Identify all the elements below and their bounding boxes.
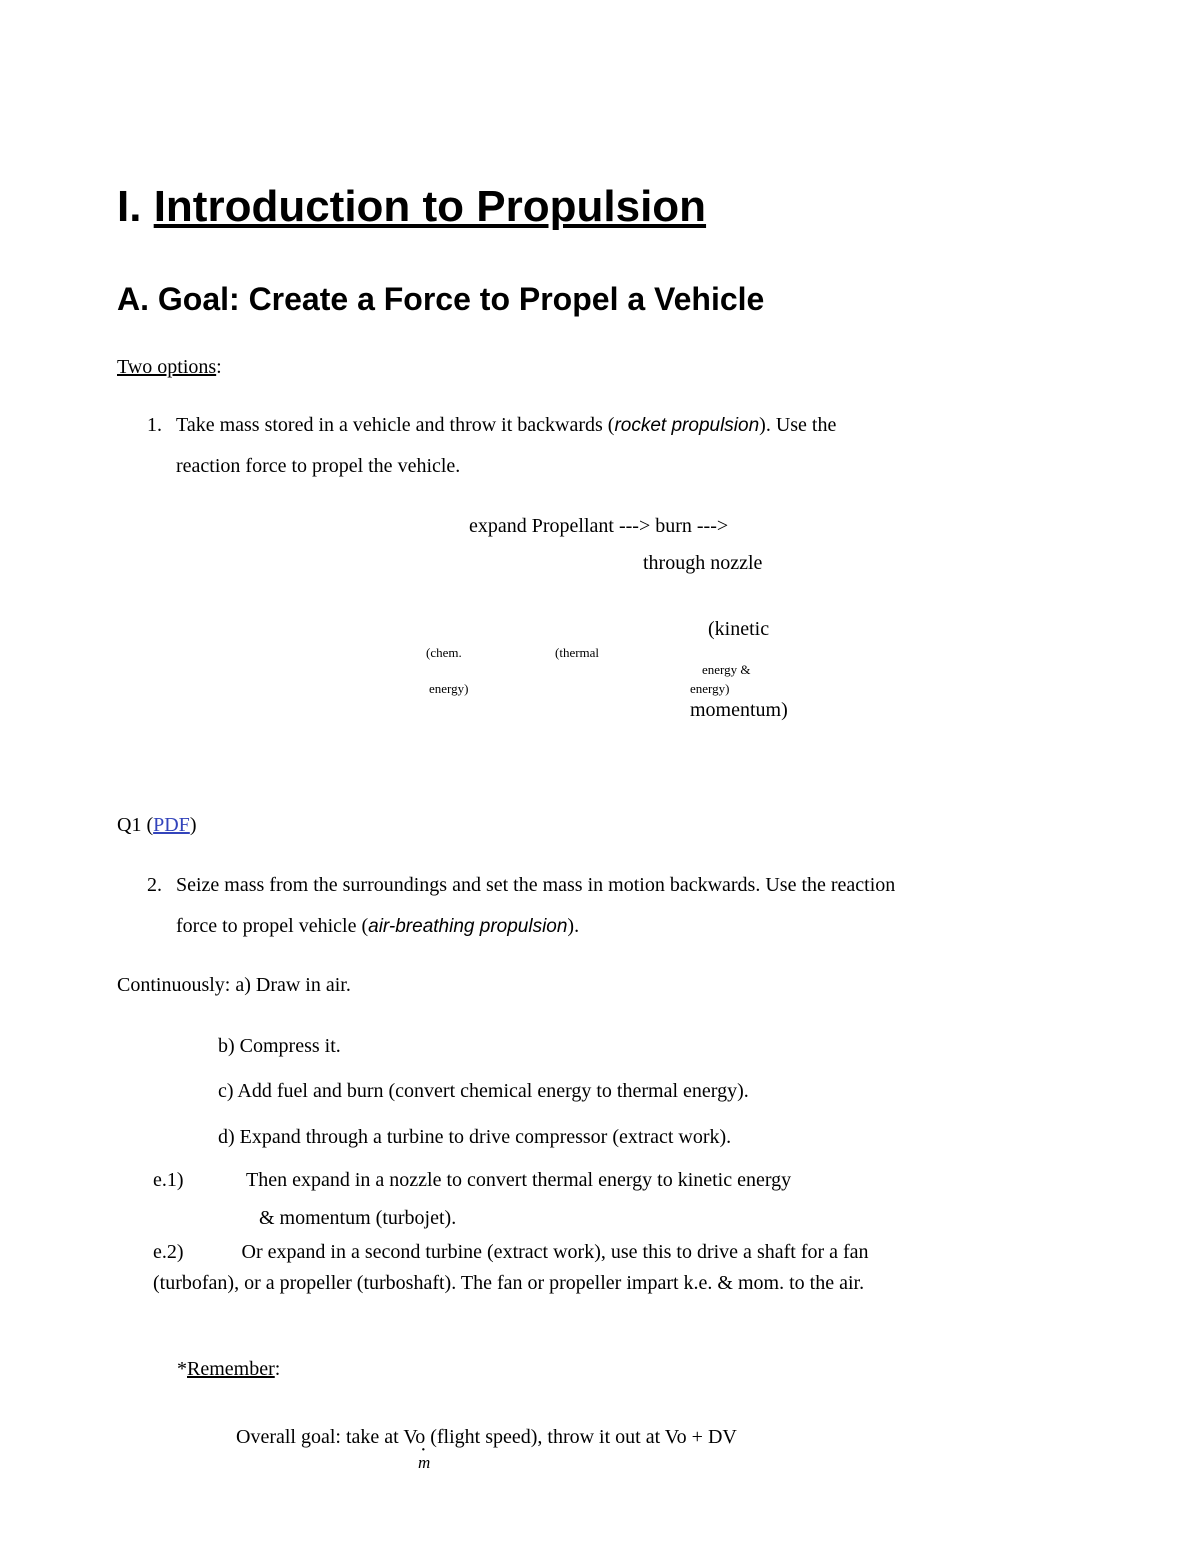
item1-italic: rocket propulsion <box>614 415 760 436</box>
diagram-chem: (chem. <box>426 645 462 660</box>
diagram-chem-energy: energy) <box>429 681 469 696</box>
q1-line <box>117 813 196 837</box>
list-item-2-line-1: Seize mass from the surroundings and set the mass in motion backwards. Use the reaction <box>176 874 896 896</box>
item1-text-a: Take mass stored in a vehicle and throw it backwards ( <box>176 414 615 436</box>
list-item-2-line-2 <box>176 914 579 939</box>
step-d: d) Expand through a turbine to drive compressor (extract work). <box>218 1126 732 1148</box>
section-title: Introduction to Propulsion <box>153 182 707 231</box>
remember-colon: : <box>274 1358 281 1380</box>
diagram-row-2: through nozzle <box>643 552 763 574</box>
diagram-thermal: (thermal <box>555 645 600 660</box>
q1-close: ) <box>189 814 197 836</box>
step-e1-continuation: & momentum (turbojet). <box>259 1207 457 1229</box>
overall-goal: Overall goal: take at Vo (flight speed), throw it out at Vo + DV <box>236 1426 737 1448</box>
list-item-1-line-2: reaction force to propel the vehicle. <box>176 455 461 477</box>
remember-heading <box>177 1357 280 1381</box>
mass-flow-rate-symbol <box>418 1453 430 1473</box>
step-c: c) Add fuel and burn (convert chemical energy to thermal energy). <box>218 1080 749 1102</box>
mdot-symbol: · m <box>418 1453 430 1473</box>
subsection-title: A. Goal: Create a Force to Propel a Vehicle <box>117 281 765 317</box>
page-title <box>117 182 706 233</box>
remember-star: * <box>177 1358 187 1380</box>
item2-text-a: force to propel vehicle ( <box>176 915 369 937</box>
step-e2-label: e.2) <box>153 1241 184 1263</box>
step-e2-line-1: Or expand in a second turbine (extract work), use this to drive a shaft for a fan <box>241 1241 869 1263</box>
diagram-row-1: expand Propellant ---> burn ---> <box>469 515 729 537</box>
step-e2-line-2: (turbofan), or a propeller (turboshaft). The fan or propeller impart k.e. & mom. to the air. <box>153 1272 865 1294</box>
step-e2 <box>153 1240 1062 1264</box>
q1-label: Q1 ( <box>117 814 154 836</box>
options-colon: : <box>216 356 222 378</box>
item1-text-b: ). Use the <box>759 414 837 436</box>
step-b: b) Compress it. <box>218 1035 341 1057</box>
diagram-energy-and: energy & <box>702 662 751 677</box>
list-item-1-line-1 <box>176 413 836 438</box>
diagram-energy-close: energy) <box>690 681 730 696</box>
list-number-1: 1. <box>147 414 162 436</box>
options-heading <box>117 355 222 379</box>
options-label: Two options <box>117 356 217 378</box>
section-number: I. <box>117 182 142 231</box>
step-a: Continuously: a) Draw in air. <box>117 974 351 996</box>
step-e1-text: Then expand in a nozzle to convert thermal energy to kinetic energy <box>246 1169 792 1191</box>
diagram-momentum: momentum) <box>690 699 788 721</box>
diagram-kinetic: (kinetic <box>708 618 770 640</box>
item2-italic: air-breathing propulsion <box>368 916 568 937</box>
step-e1-label: e.1) <box>153 1169 184 1191</box>
pdf-link[interactable]: PDF <box>153 814 190 836</box>
remember-label: Remember <box>187 1358 275 1380</box>
item2-text-b: ). <box>567 915 580 937</box>
list-number-2: 2. <box>147 874 162 896</box>
